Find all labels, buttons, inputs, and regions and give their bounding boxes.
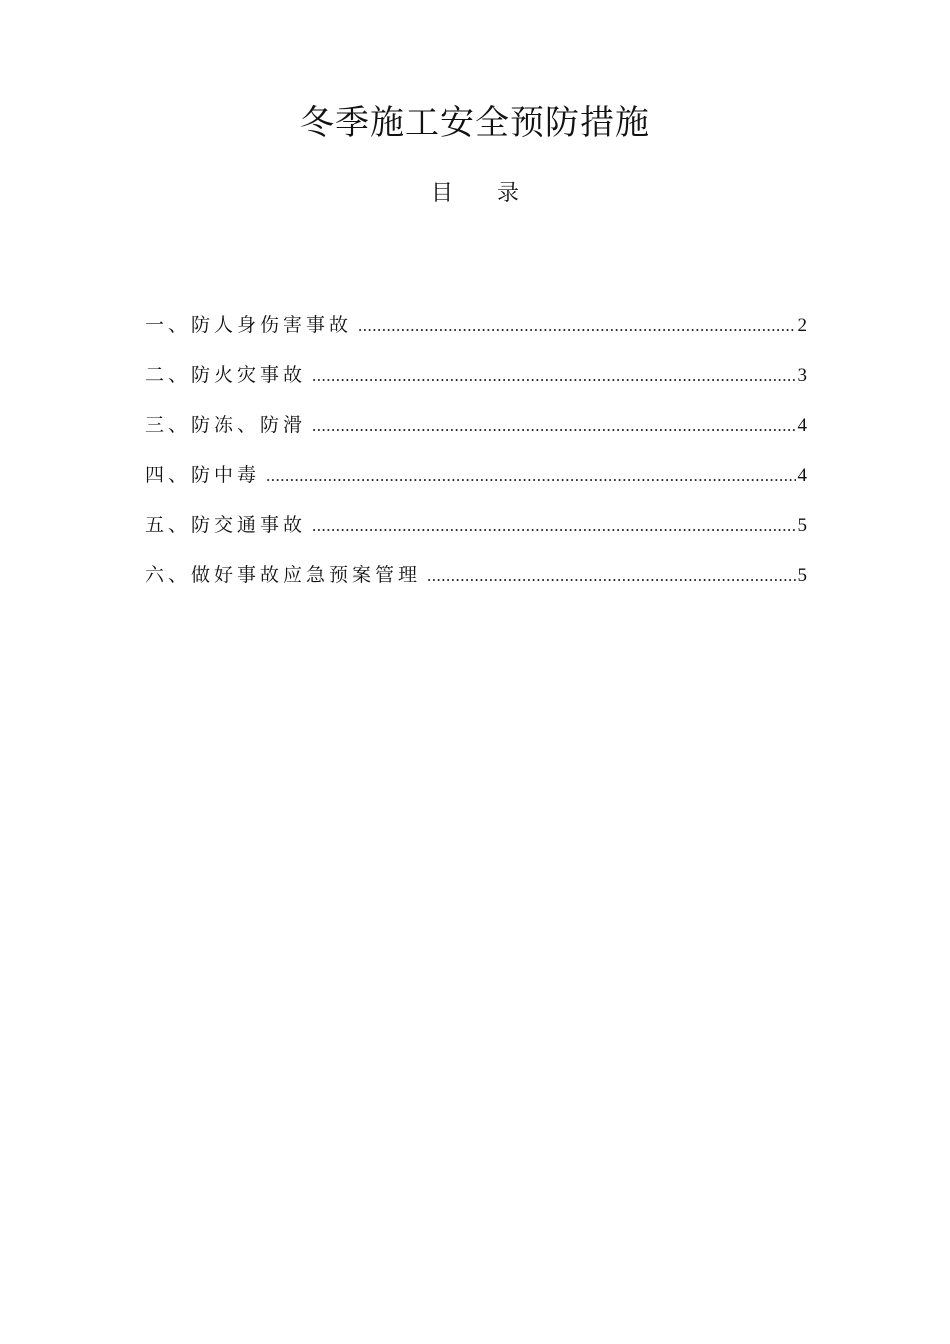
toc-page-number: 4	[797, 415, 807, 436]
toc-page-number: 5	[797, 515, 807, 536]
toc-entry-label: 三、防冻、防滑	[145, 414, 307, 436]
toc-page-number: 3	[797, 365, 807, 386]
toc-entry[interactable]	[145, 310, 807, 360]
toc-entry-label: 六、做好事故应急预案管理	[145, 564, 422, 586]
toc-entry[interactable]	[145, 510, 807, 560]
toc-page-number: 4	[797, 465, 807, 486]
toc-entry-label: 四、防中毒	[145, 464, 261, 486]
toc-heading	[0, 178, 950, 210]
toc-entry[interactable]	[145, 410, 807, 460]
toc-dot-leader	[358, 311, 795, 341]
toc-dot-leader	[312, 511, 795, 541]
document-title: 冬季施工安全预防措施	[300, 103, 650, 143]
toc-heading-char-2: 录	[497, 181, 520, 206]
toc-entry-label: 二、防火灾事故	[145, 364, 307, 386]
toc-entry[interactable]	[145, 560, 807, 610]
toc-heading-char-1: 目	[430, 181, 453, 206]
toc-entry-label: 五、防交通事故	[145, 514, 307, 536]
toc-dot-leader	[266, 461, 795, 491]
toc-page-number: 2	[797, 315, 807, 336]
toc-dot-leader	[312, 411, 795, 441]
toc-list	[145, 310, 807, 610]
toc-entry[interactable]	[145, 460, 807, 510]
toc-dot-leader	[312, 361, 795, 391]
toc-dot-leader	[427, 561, 795, 591]
toc-entry[interactable]	[145, 360, 807, 410]
toc-page-number: 5	[797, 565, 807, 586]
toc-entry-label: 一、防人身伤害事故	[145, 314, 353, 336]
